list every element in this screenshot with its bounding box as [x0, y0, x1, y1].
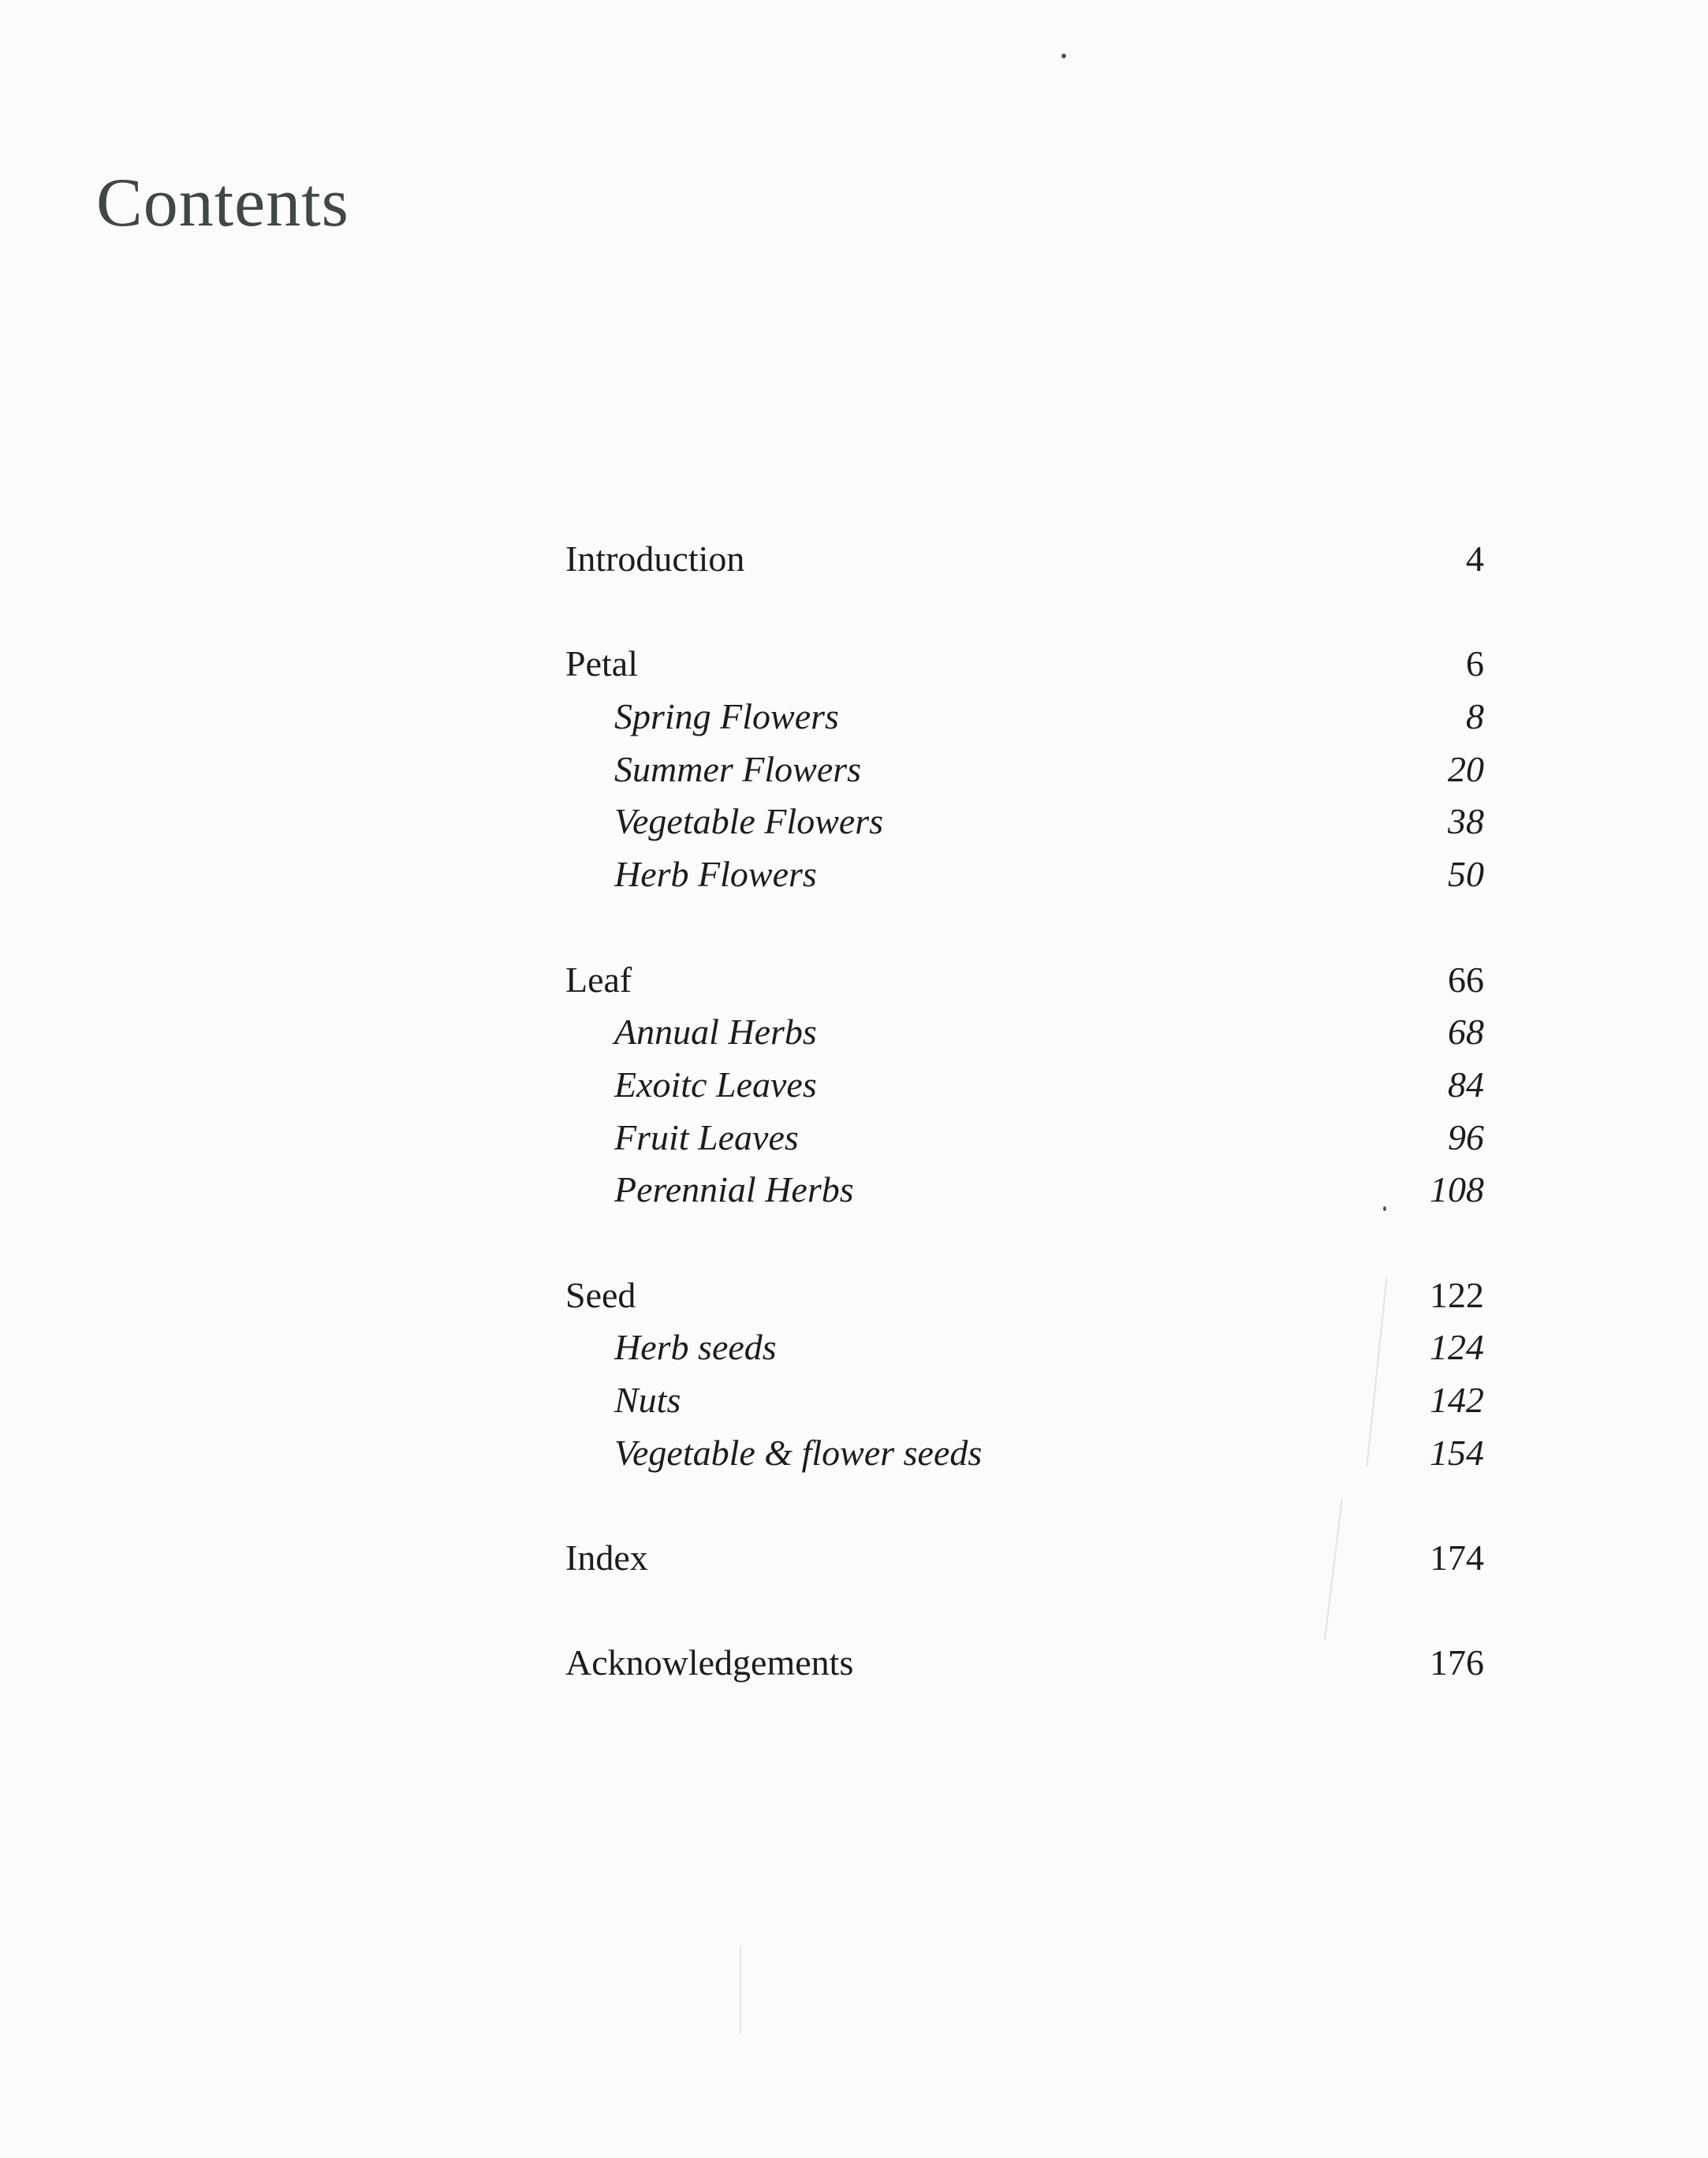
toc-section-label: Index — [565, 1537, 648, 1578]
toc-spacer — [565, 1585, 1484, 1638]
toc-subsection-nuts[interactable] — [565, 1374, 1484, 1427]
toc-spacer — [565, 586, 1484, 639]
toc-subsection-page: 154 — [1430, 1432, 1484, 1473]
toc-section-label: Petal — [565, 643, 638, 684]
toc-subsection-summer-flowers[interactable] — [565, 744, 1484, 796]
toc-subsection-page: 84 — [1448, 1064, 1484, 1105]
toc-subsection-page: 20 — [1448, 748, 1484, 789]
toc-subsection-label: Vegetable Flowers — [614, 801, 884, 842]
scan-speck — [1061, 54, 1066, 58]
toc-spacer — [565, 1217, 1484, 1269]
toc-subsection-perennial-herbs[interactable] — [565, 1164, 1484, 1217]
toc-subsection-herb-seeds[interactable] — [565, 1321, 1484, 1374]
toc-subsection-label: Fruit Leaves — [614, 1116, 799, 1157]
toc-subsection-exotic-leaves[interactable] — [565, 1059, 1484, 1112]
toc-section-page: 6 — [1466, 643, 1484, 684]
toc-section-page: 66 — [1448, 959, 1484, 1000]
toc-subsection-spring-flowers[interactable] — [565, 691, 1484, 744]
toc-subsection-page: 124 — [1430, 1327, 1484, 1368]
toc-subsection-page: 50 — [1448, 854, 1484, 895]
toc-subsection-label: Vegetable & flower seeds — [614, 1432, 983, 1473]
toc-section-page: 174 — [1430, 1537, 1484, 1578]
table-of-contents — [565, 533, 1484, 1690]
toc-subsection-label: Nuts — [614, 1380, 681, 1420]
toc-section-seed[interactable] — [565, 1269, 1484, 1322]
scan-line — [740, 1947, 741, 2034]
toc-spacer — [565, 901, 1484, 954]
toc-subsection-page: 142 — [1430, 1380, 1484, 1420]
toc-section-label: Leaf — [565, 959, 632, 1000]
toc-section-acknowledgements[interactable] — [565, 1637, 1484, 1690]
toc-section-index[interactable] — [565, 1532, 1484, 1585]
toc-section-page: 122 — [1430, 1274, 1484, 1315]
toc-section-page: 4 — [1466, 539, 1484, 579]
scan-speck — [1383, 1206, 1386, 1211]
toc-section-petal[interactable] — [565, 638, 1484, 691]
toc-subsection-label: Herb seeds — [614, 1327, 777, 1368]
toc-subsection-vegetable-flower-seeds[interactable] — [565, 1427, 1484, 1480]
toc-subsection-fruit-leaves[interactable] — [565, 1112, 1484, 1165]
toc-subsection-page: 68 — [1448, 1012, 1484, 1053]
toc-subsection-annual-herbs[interactable] — [565, 1006, 1484, 1059]
toc-spacer — [565, 1479, 1484, 1532]
page-title: Contents — [96, 165, 349, 241]
toc-subsection-page: 96 — [1448, 1116, 1484, 1157]
toc-subsection-page: 108 — [1430, 1169, 1484, 1210]
toc-section-page: 176 — [1430, 1642, 1484, 1683]
toc-subsection-page: 38 — [1448, 801, 1484, 842]
toc-subsection-herb-flowers[interactable] — [565, 848, 1484, 901]
toc-section-introduction[interactable] — [565, 533, 1484, 586]
toc-section-label: Acknowledgements — [565, 1642, 854, 1683]
toc-subsection-label: Exoitc Leaves — [614, 1064, 817, 1105]
toc-section-label: Seed — [565, 1274, 636, 1315]
toc-section-leaf[interactable] — [565, 954, 1484, 1007]
toc-subsection-vegetable-flowers[interactable] — [565, 796, 1484, 848]
toc-subsection-label: Perennial Herbs — [614, 1169, 854, 1210]
toc-subsection-label: Spring Flowers — [614, 696, 839, 737]
toc-subsection-label: Herb Flowers — [614, 854, 817, 895]
toc-subsection-label: Summer Flowers — [614, 748, 862, 789]
toc-subsection-label: Annual Herbs — [614, 1012, 817, 1053]
toc-section-label: Introduction — [565, 539, 745, 579]
toc-subsection-page: 8 — [1466, 696, 1484, 737]
